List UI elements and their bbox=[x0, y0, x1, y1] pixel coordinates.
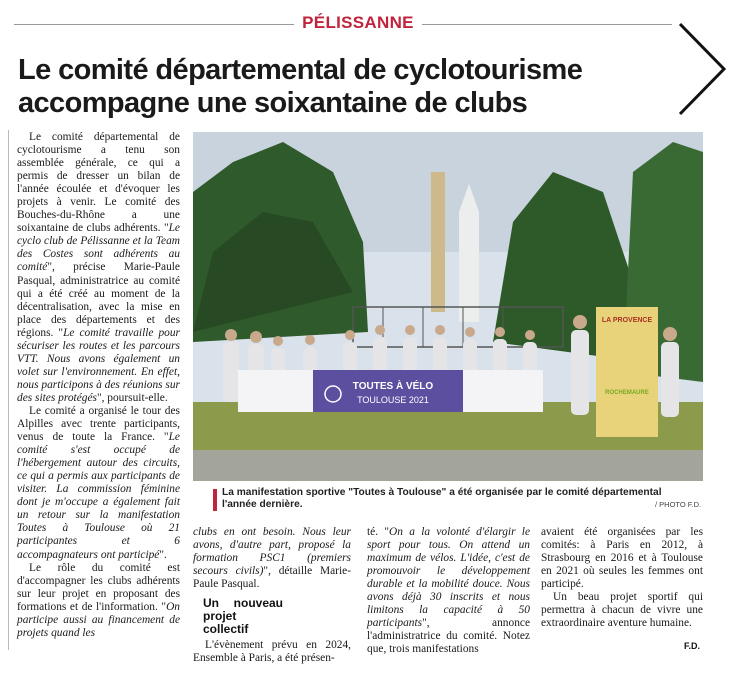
left-edge-rule bbox=[8, 130, 9, 650]
paragraph: avaient été organisées par les comités: à Paris en 2012, à Strasbourg en 2016 et à Toulouse en 2021 où seules les femmes ont participé. bbox=[541, 526, 703, 591]
caption-accent-bar bbox=[213, 489, 217, 511]
quote: Le comité travaille pour sécuriser les routes et les parcours VTT. Nous avons également un volet sur l'environnement. En effet, nous participons à des réunions sur des sites protégés bbox=[17, 326, 180, 404]
top-rule-right bbox=[422, 24, 672, 25]
rollup-banner bbox=[596, 307, 658, 437]
paragraph bbox=[367, 526, 530, 656]
caption-line-2: l'année dernière. bbox=[222, 499, 303, 510]
text: ", poursuit-elle. bbox=[96, 391, 168, 404]
text: Le comité a organisé le tour des Alpilles avec trente participants, venus de toute la France. " bbox=[17, 404, 180, 444]
headline bbox=[18, 54, 668, 120]
article-column-4 bbox=[541, 526, 703, 630]
subheading: Un nouveau projet collectif bbox=[203, 596, 283, 637]
paragraph: L'évènement prévu en 2024, Ensemble à Paris, a été présen- bbox=[193, 639, 351, 665]
author-signature: F.D. bbox=[684, 641, 701, 651]
rollup-top-text: LA PROVENCE bbox=[601, 317, 653, 324]
tower-shape bbox=[431, 172, 445, 312]
event-photo bbox=[193, 132, 703, 481]
text: ", détaille Marie-Paule Pasqual. bbox=[193, 565, 351, 591]
quote: Le cyclo club de Pélissanne et la Team des Costes sont adhérents au comité bbox=[17, 222, 180, 274]
text: ", précise Marie-Paule Pasqual, administratrice au comité qui a été créé au moment de la décentralisation, avec la mise en place des départements et des régions. " bbox=[17, 261, 180, 339]
banner-subtitle: TOULOUSE 2021 bbox=[357, 395, 429, 405]
article-column-2 bbox=[193, 526, 351, 665]
top-rule-left bbox=[14, 24, 294, 25]
paragraph bbox=[17, 131, 180, 405]
paragraph bbox=[17, 405, 180, 562]
text: Le comité départemental de cyclotourisme a tenu son assemblée générale, ce qui a permis de dresser un bilan de l'année écoulée et d'évoquer les projets à venir. Le comité des Bouches-du-Rhône a une soixantaine de clubs adhérents. " bbox=[17, 131, 180, 235]
article-column-3 bbox=[367, 526, 530, 656]
quote: On a la volonté d'élargir le sport pour tous. On attend un maximum de vélos. L'idée, c'est de promouvoir le développement durable et la mobilité douce. Nous avons déjà 30 inscrits et nous limitons la capacité à 50 participants bbox=[367, 526, 531, 630]
text: Le rôle du comité est d'accompagner les clubs adhérents sur leur projet en proposant des formations et de l'information. " bbox=[17, 561, 180, 613]
rocket-shape bbox=[459, 212, 479, 322]
paragraph: Un beau projet sportif qui permettra à chacun de vivre une extraordinaire aventure humaine. bbox=[541, 591, 703, 630]
rollup-mid-text: ROCHEMAURE bbox=[605, 390, 649, 396]
paragraph bbox=[17, 562, 180, 640]
paragraph bbox=[193, 526, 351, 591]
text: té. " bbox=[367, 526, 390, 538]
banner-title: TOUTES À VÉLO bbox=[352, 381, 434, 392]
quote: Le comité s'est occupé de l'hébergement autour des circuits, ce qui a permis aux participants de visiter. La commission féminine dont je m'occupe a également fait un retour sur la manifestation Toutes à Toulouse où 21 participantes et 6 accompagnateurs ont participé bbox=[17, 431, 180, 561]
quote: On participe aussi au financement de projets quand les bbox=[17, 600, 180, 639]
chevron-right-icon bbox=[676, 20, 728, 118]
text: ", annonce l'administratrice du comité. Notez que, trois manifestations bbox=[367, 617, 530, 656]
headline-line-1: Le comité départemental de cyclotourisme bbox=[18, 54, 583, 86]
caption-line-1: La manifestation sportive "Toutes à Toulouse" a été organisée par le comité départemental bbox=[222, 487, 662, 498]
text: ". bbox=[159, 548, 167, 561]
photo-credit: / PHOTO F.D. bbox=[655, 500, 702, 509]
article-column-1 bbox=[17, 131, 180, 640]
quote: clubs en ont besoin. Nous leur avons, d'autre part, proposé la formation PSC1 (premiers secours civils) bbox=[193, 526, 351, 578]
photo-caption bbox=[222, 487, 662, 511]
section-label: PÉLISSANNE bbox=[302, 13, 414, 32]
headline-line-2: accompagne une soixantaine de clubs bbox=[18, 87, 528, 119]
